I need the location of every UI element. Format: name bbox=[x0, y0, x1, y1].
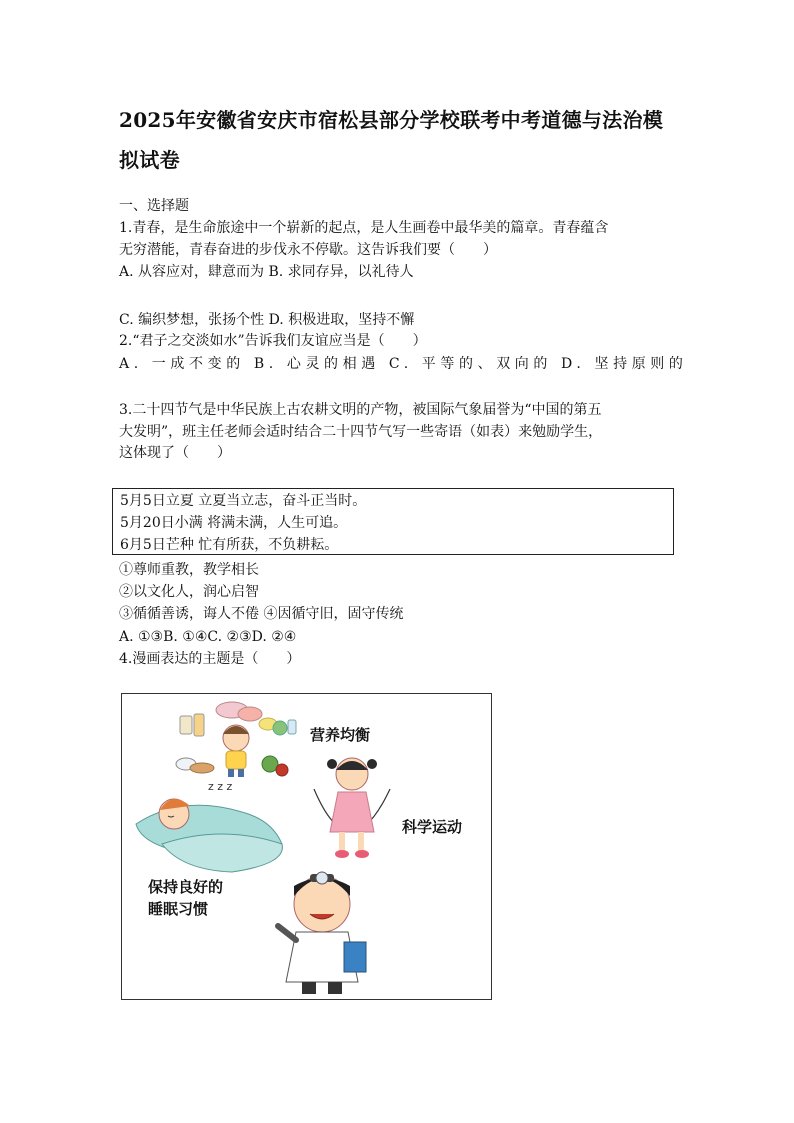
q3-stem-line1: 3.二十四节气是中华民族上古农耕文明的产物，被国际气象届誉为“中国的第五 bbox=[119, 402, 602, 418]
jump-rope-girl bbox=[314, 758, 390, 858]
comic-illustration bbox=[122, 694, 492, 1000]
q3-stem-line3: 这体现了（ ） bbox=[119, 445, 231, 461]
table-row: 5月5日立夏 立夏当立志，奋斗正当时。 bbox=[120, 493, 367, 509]
sleeping-child bbox=[136, 780, 282, 872]
q1-options-cd: C. 编织梦想，张扬个性 D. 积极进取，坚持不懈 bbox=[119, 312, 415, 328]
section-heading: 一、选择题 bbox=[119, 198, 189, 214]
label-nutrition: 营养均衡 bbox=[310, 726, 371, 744]
q2-stem: 2.“君子之交淡如水”告诉我们友谊应当是（ ） bbox=[119, 333, 427, 349]
label-sleep-line2: 睡眠习惯 bbox=[148, 900, 209, 918]
doctor-figure bbox=[278, 872, 366, 994]
table-row: 5月20日小满 将满未满，人生可追。 bbox=[120, 515, 348, 531]
solar-term-table bbox=[112, 488, 674, 555]
q3-stem-line2: 大发明”，班主任老师会适时结合二十四节气写一些寄语（如表）来勉励学生， bbox=[119, 424, 603, 440]
q1-options-ab: A. 从容应对，肆意而为 B. 求同存异，以礼待人 bbox=[119, 264, 414, 280]
sleep-z-icon: z z z bbox=[208, 780, 233, 793]
table-row: 6月5日芒种 忙有所获，不负耕耘。 bbox=[120, 537, 339, 553]
exam-title: 2025年安徽省安庆市宿松县部分学校联考中考道德与法治模拟试卷 bbox=[119, 108, 664, 172]
q3-choice3: ③循循善诱，诲人不倦 ④因循守旧，固守传统 bbox=[119, 606, 404, 622]
label-sleep-line1: 保持良好的 bbox=[148, 878, 224, 896]
q3-choice1: ①尊师重教，教学相长 bbox=[119, 562, 259, 578]
health-comic bbox=[121, 693, 492, 1000]
q1-stem-line2: 无穷潜能，青春奋进的步伐永不停歇。这告诉我们要（ ） bbox=[119, 242, 497, 258]
q2-options: A. 一成不变的 B. 心灵的相遇 C. 平等的、双向的 D. 坚持原则的 bbox=[119, 356, 688, 372]
q1-stem-line1: 1.青春，是生命旅途中一个崭新的起点，是人生画卷中最华美的篇章。青春蕴含 bbox=[119, 220, 609, 236]
q4-stem: 4.漫画表达的主题是（ ） bbox=[119, 651, 301, 667]
q3-choice2: ②以文化人，润心启智 bbox=[119, 584, 259, 600]
boy-figure bbox=[223, 725, 249, 777]
q3-options: A. ①③B. ①④C. ②③D. ②④ bbox=[119, 629, 297, 645]
label-exercise: 科学运动 bbox=[402, 818, 463, 836]
